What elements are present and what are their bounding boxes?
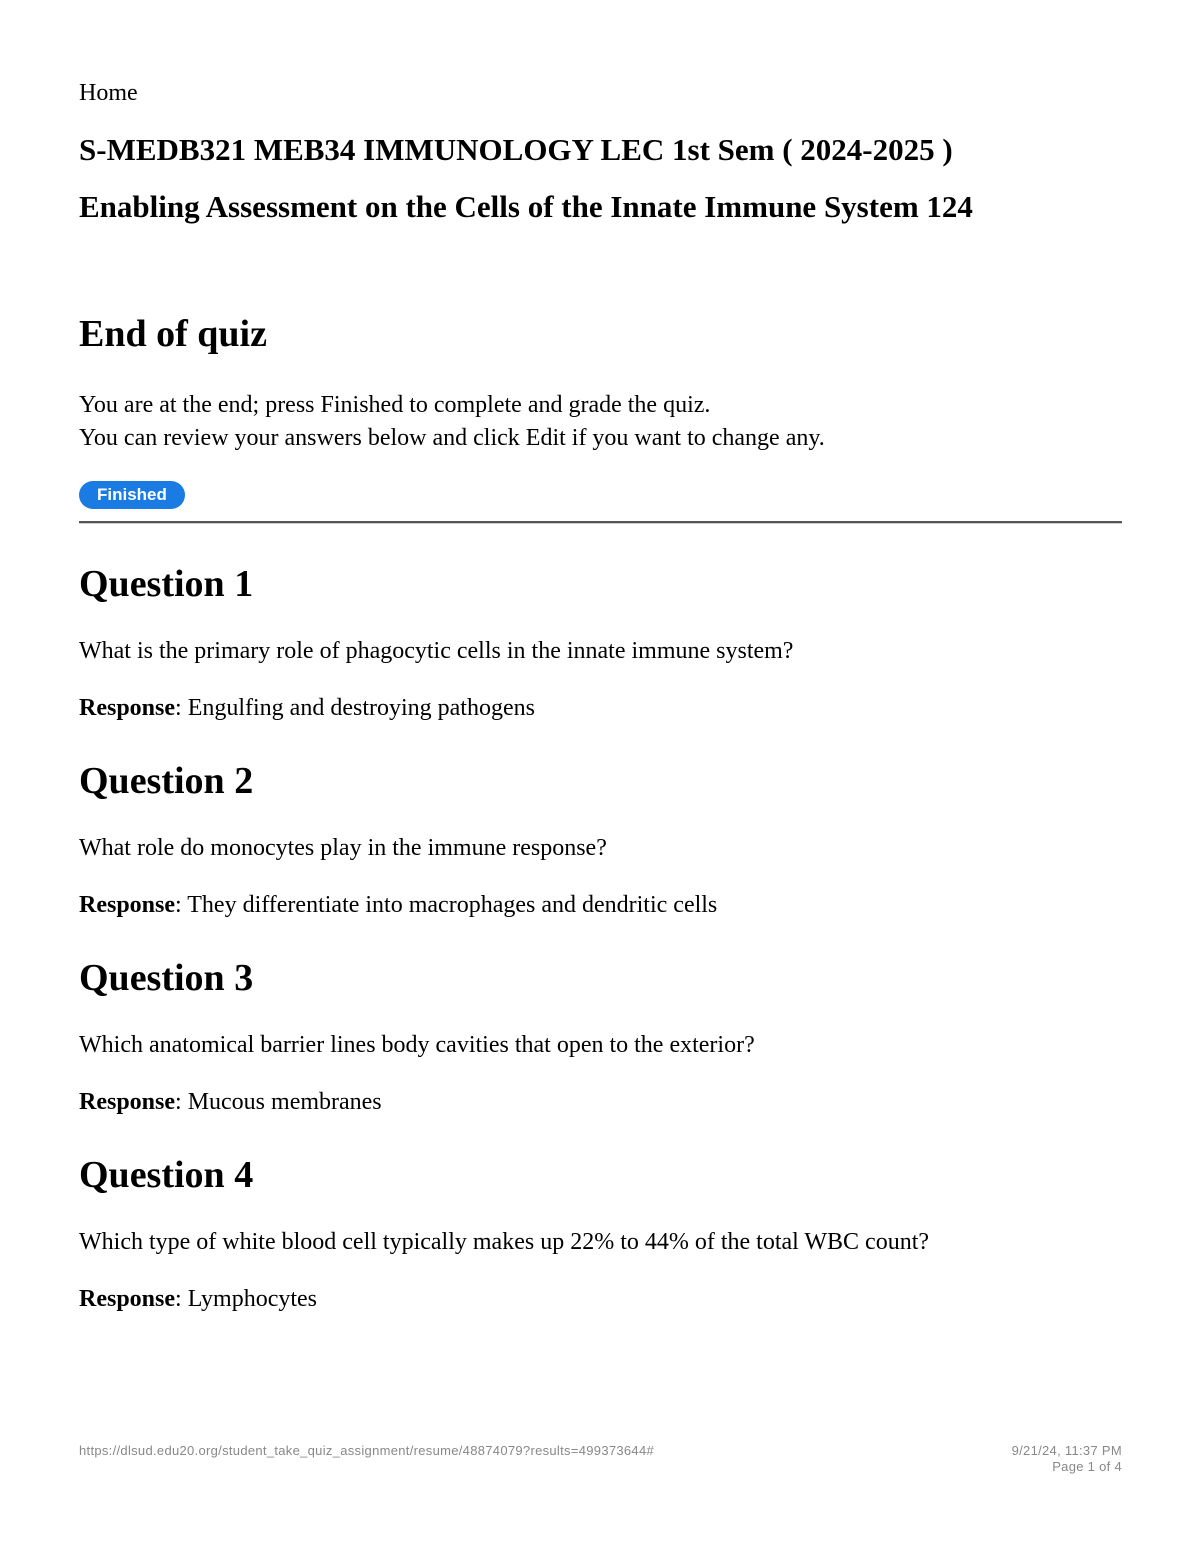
question-text: What role do monocytes play in the immune response? [79,835,607,861]
question-text: Which anatomical barrier lines body cavities that open to the exterior? [79,1032,755,1058]
question-heading: Question 4 [79,1154,254,1196]
print-timestamp: 9/21/24, 11:37 PM [1011,1443,1122,1458]
footer-meta [1012,1443,1122,1475]
question-block-3 [79,956,1122,1115]
question-response: Response: They differentiate into macrophages and dendritic cells [79,892,718,918]
response-value: They differentiate into macrophages and dendritic cells [187,892,718,918]
assessment-title: Enabling Assessment on the Cells of the Innate Immune System 124 [79,189,973,224]
end-of-quiz-heading: End of quiz [79,313,267,355]
question-block-2 [79,759,1122,918]
question-heading: Question 3 [79,957,254,999]
instruction-line-1: You are at the end; press Finished to complete and grade the quiz. [79,392,711,418]
question-response: Response: Engulfing and destroying pathogens [79,695,535,721]
course-title: S-MEDB321 MEB34 IMMUNOLOGY LEC 1st Sem ( 2024-2025 ) [79,132,953,167]
finished-button[interactable]: Finished [79,481,185,509]
home-link[interactable]: Home [79,80,138,106]
footer-url: https://dlsud.edu20.org/student_take_quiz_assignment/resume/48874079?results=499373644# [79,1443,655,1458]
question-text: Which type of white blood cell typically makes up 22% to 44% of the total WBC count? [79,1229,930,1255]
response-label: Response [79,892,176,918]
end-instructions [79,389,825,455]
question-response: Response: Mucous membranes [79,1089,382,1115]
page-number: Page 1 of 4 [1052,1459,1122,1474]
question-response: Response: Lymphocytes [79,1286,318,1312]
question-text: What is the primary role of phagocytic cells in the innate immune system? [79,638,794,664]
response-label: Response [79,1286,176,1312]
question-heading: Question 2 [79,760,254,802]
response-label: Response [79,1089,176,1115]
question-block-4 [79,1153,1122,1312]
response-value: Mucous membranes [187,1089,382,1115]
response-label: Response [79,695,176,721]
response-value: Lymphocytes [187,1286,318,1312]
question-heading: Question 1 [79,563,254,605]
section-divider [79,521,1122,524]
response-value: Engulfing and destroying pathogens [187,695,535,721]
instruction-line-2: You can review your answers below and click Edit if you want to change any. [79,425,825,451]
question-block-1 [79,562,1122,721]
